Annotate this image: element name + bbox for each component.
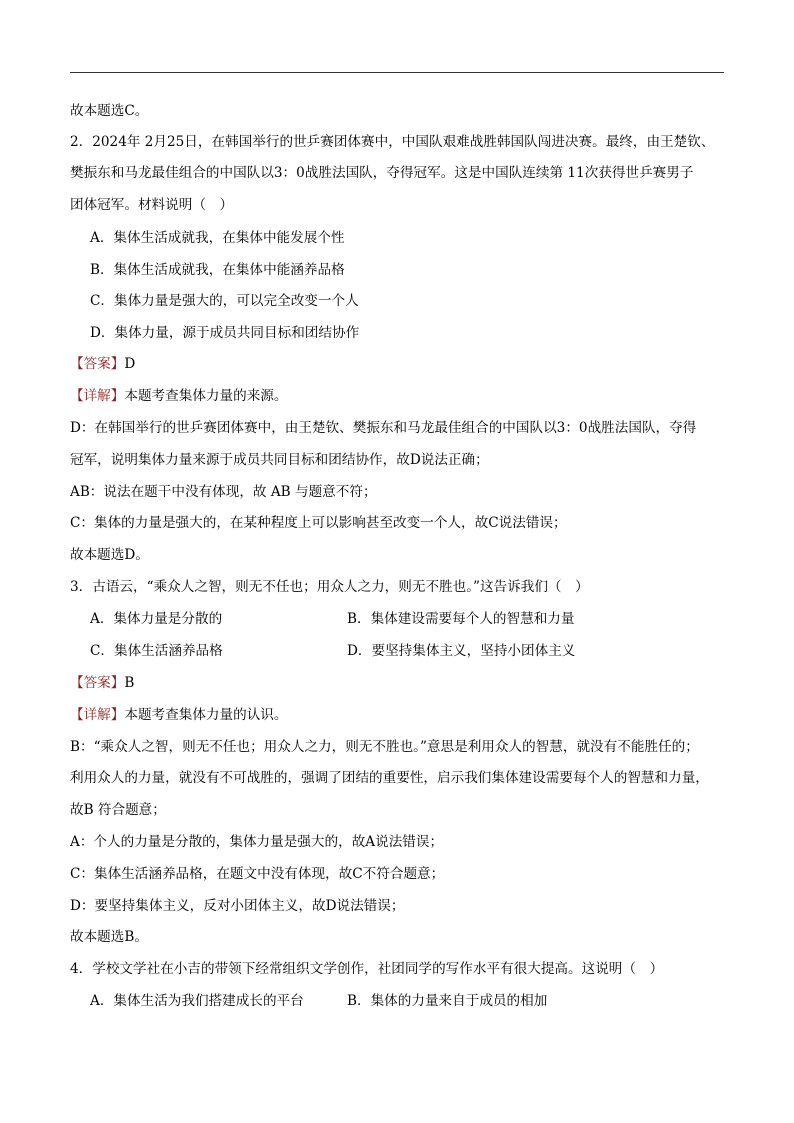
question-4-option-b: B．集体的力量来自于成员的相加 — [347, 993, 548, 1009]
question-2-explanation — [70, 386, 288, 406]
question-2-analysis-d-line-2: 冠军，说明集体力量来源于成员共同目标和团结协作，故D说法正确； — [70, 452, 489, 468]
answer-value: B — [124, 675, 135, 691]
question-3-stem: 3．古语云，“乘众人之智，则无不任也；用众人之力，则无不胜也。”这告诉我们（ ） — [70, 579, 589, 595]
question-3-option-d: D．要坚持集体主义，坚持小团体主义 — [347, 643, 576, 659]
header-rule — [70, 72, 724, 73]
question-3-analysis-b-line-1: B：“乘众人之智，则无不任也；用众人之力，则无不胜也。”意思是利用众人的智慧，就没有不能胜任的； — [70, 739, 699, 755]
question-3-conclusion: 故本题选B。 — [70, 929, 148, 945]
question-2-option-d: D．集体力量，源于成员共同目标和团结协作 — [90, 325, 360, 341]
question-3-option-b: B．集体建设需要每个人的智慧和力量 — [347, 611, 575, 627]
explanation-label: 【详解】 — [70, 707, 125, 723]
question-2-conclusion: 故本题选D。 — [70, 547, 149, 563]
question-2-stem-line-1: 2．2024年 2月25日，在韩国举行的世乒赛团体赛中，中国队艰难战胜韩国队闯进决赛。最终，由王楚钦、 — [70, 134, 715, 150]
question-4-stem: 4．学校文学社在小吉的带领下经常组织文学创作，社团同学的写作水平有很大提高。这说明（ ） — [70, 961, 664, 977]
question-2-option-c: C．集体力量是强大的，可以完全改变一个人 — [90, 293, 359, 309]
conclusion-q1: 故本题选C。 — [70, 103, 149, 119]
question-4-option-a: A．集体生活为我们搭建成长的平台 — [90, 993, 304, 1009]
question-2-stem-line-3: 团体冠军。材料说明（ ） — [70, 197, 234, 213]
explanation-intro: 本题考查集体力量的来源。 — [124, 388, 288, 404]
answer-label: 【答案】 — [70, 356, 125, 372]
question-2-stem-line-2: 樊振东和马龙最佳组合的中国队以3：0战胜法国队，夺得冠军。这是中国队连续第 11次获得世乒赛男子 — [70, 165, 694, 181]
answer-value: D — [124, 356, 136, 372]
question-3-explanation — [70, 705, 288, 725]
question-3-analysis-d: D：要坚持集体主义，反对小团体主义，故D说法错误； — [70, 898, 405, 914]
question-3-analysis-c: C：集体生活涵养品格，在题文中没有体现，故C不符合题意； — [70, 866, 445, 882]
question-3-analysis-b-line-2: 利用众人的力量，就没有不可战胜的，强调了团结的重要性，启示我们集体建设需要每个人的智慧和力量， — [70, 770, 709, 786]
question-3-answer — [70, 673, 134, 693]
question-2-analysis-ab: AB：说法在题干中没有体现，故 AB 与题意不符； — [70, 484, 377, 500]
explanation-label: 【详解】 — [70, 388, 125, 404]
question-2-analysis-d-line-1: D：在韩国举行的世乒赛团体赛中，由王楚钦、樊振东和马龙最佳组合的中国队以3：0战胜法国队，夺得 — [70, 420, 697, 436]
question-3-analysis-b-line-3: 故B 符合题意； — [70, 802, 166, 818]
question-2-analysis-c: C：集体的力量是强大的，在某种程度上可以影响甚至改变一个人，故C说法错误； — [70, 515, 567, 531]
question-2-answer — [70, 354, 135, 374]
explanation-intro: 本题考查集体力量的认识。 — [124, 707, 288, 723]
answer-label: 【答案】 — [70, 675, 125, 691]
question-2-option-a: A．集体生活成就我，在集体中能发展个性 — [90, 230, 345, 246]
question-3-analysis-a: A：个人的力量是分散的，集体力量是强大的，故A说法错误； — [70, 834, 444, 850]
question-3-option-a: A．集体力量是分散的 — [90, 611, 223, 627]
question-2-option-b: B．集体生活成就我，在集体中能涵养品格 — [90, 262, 345, 278]
question-3-option-c: C．集体生活涵养品格 — [90, 643, 223, 659]
